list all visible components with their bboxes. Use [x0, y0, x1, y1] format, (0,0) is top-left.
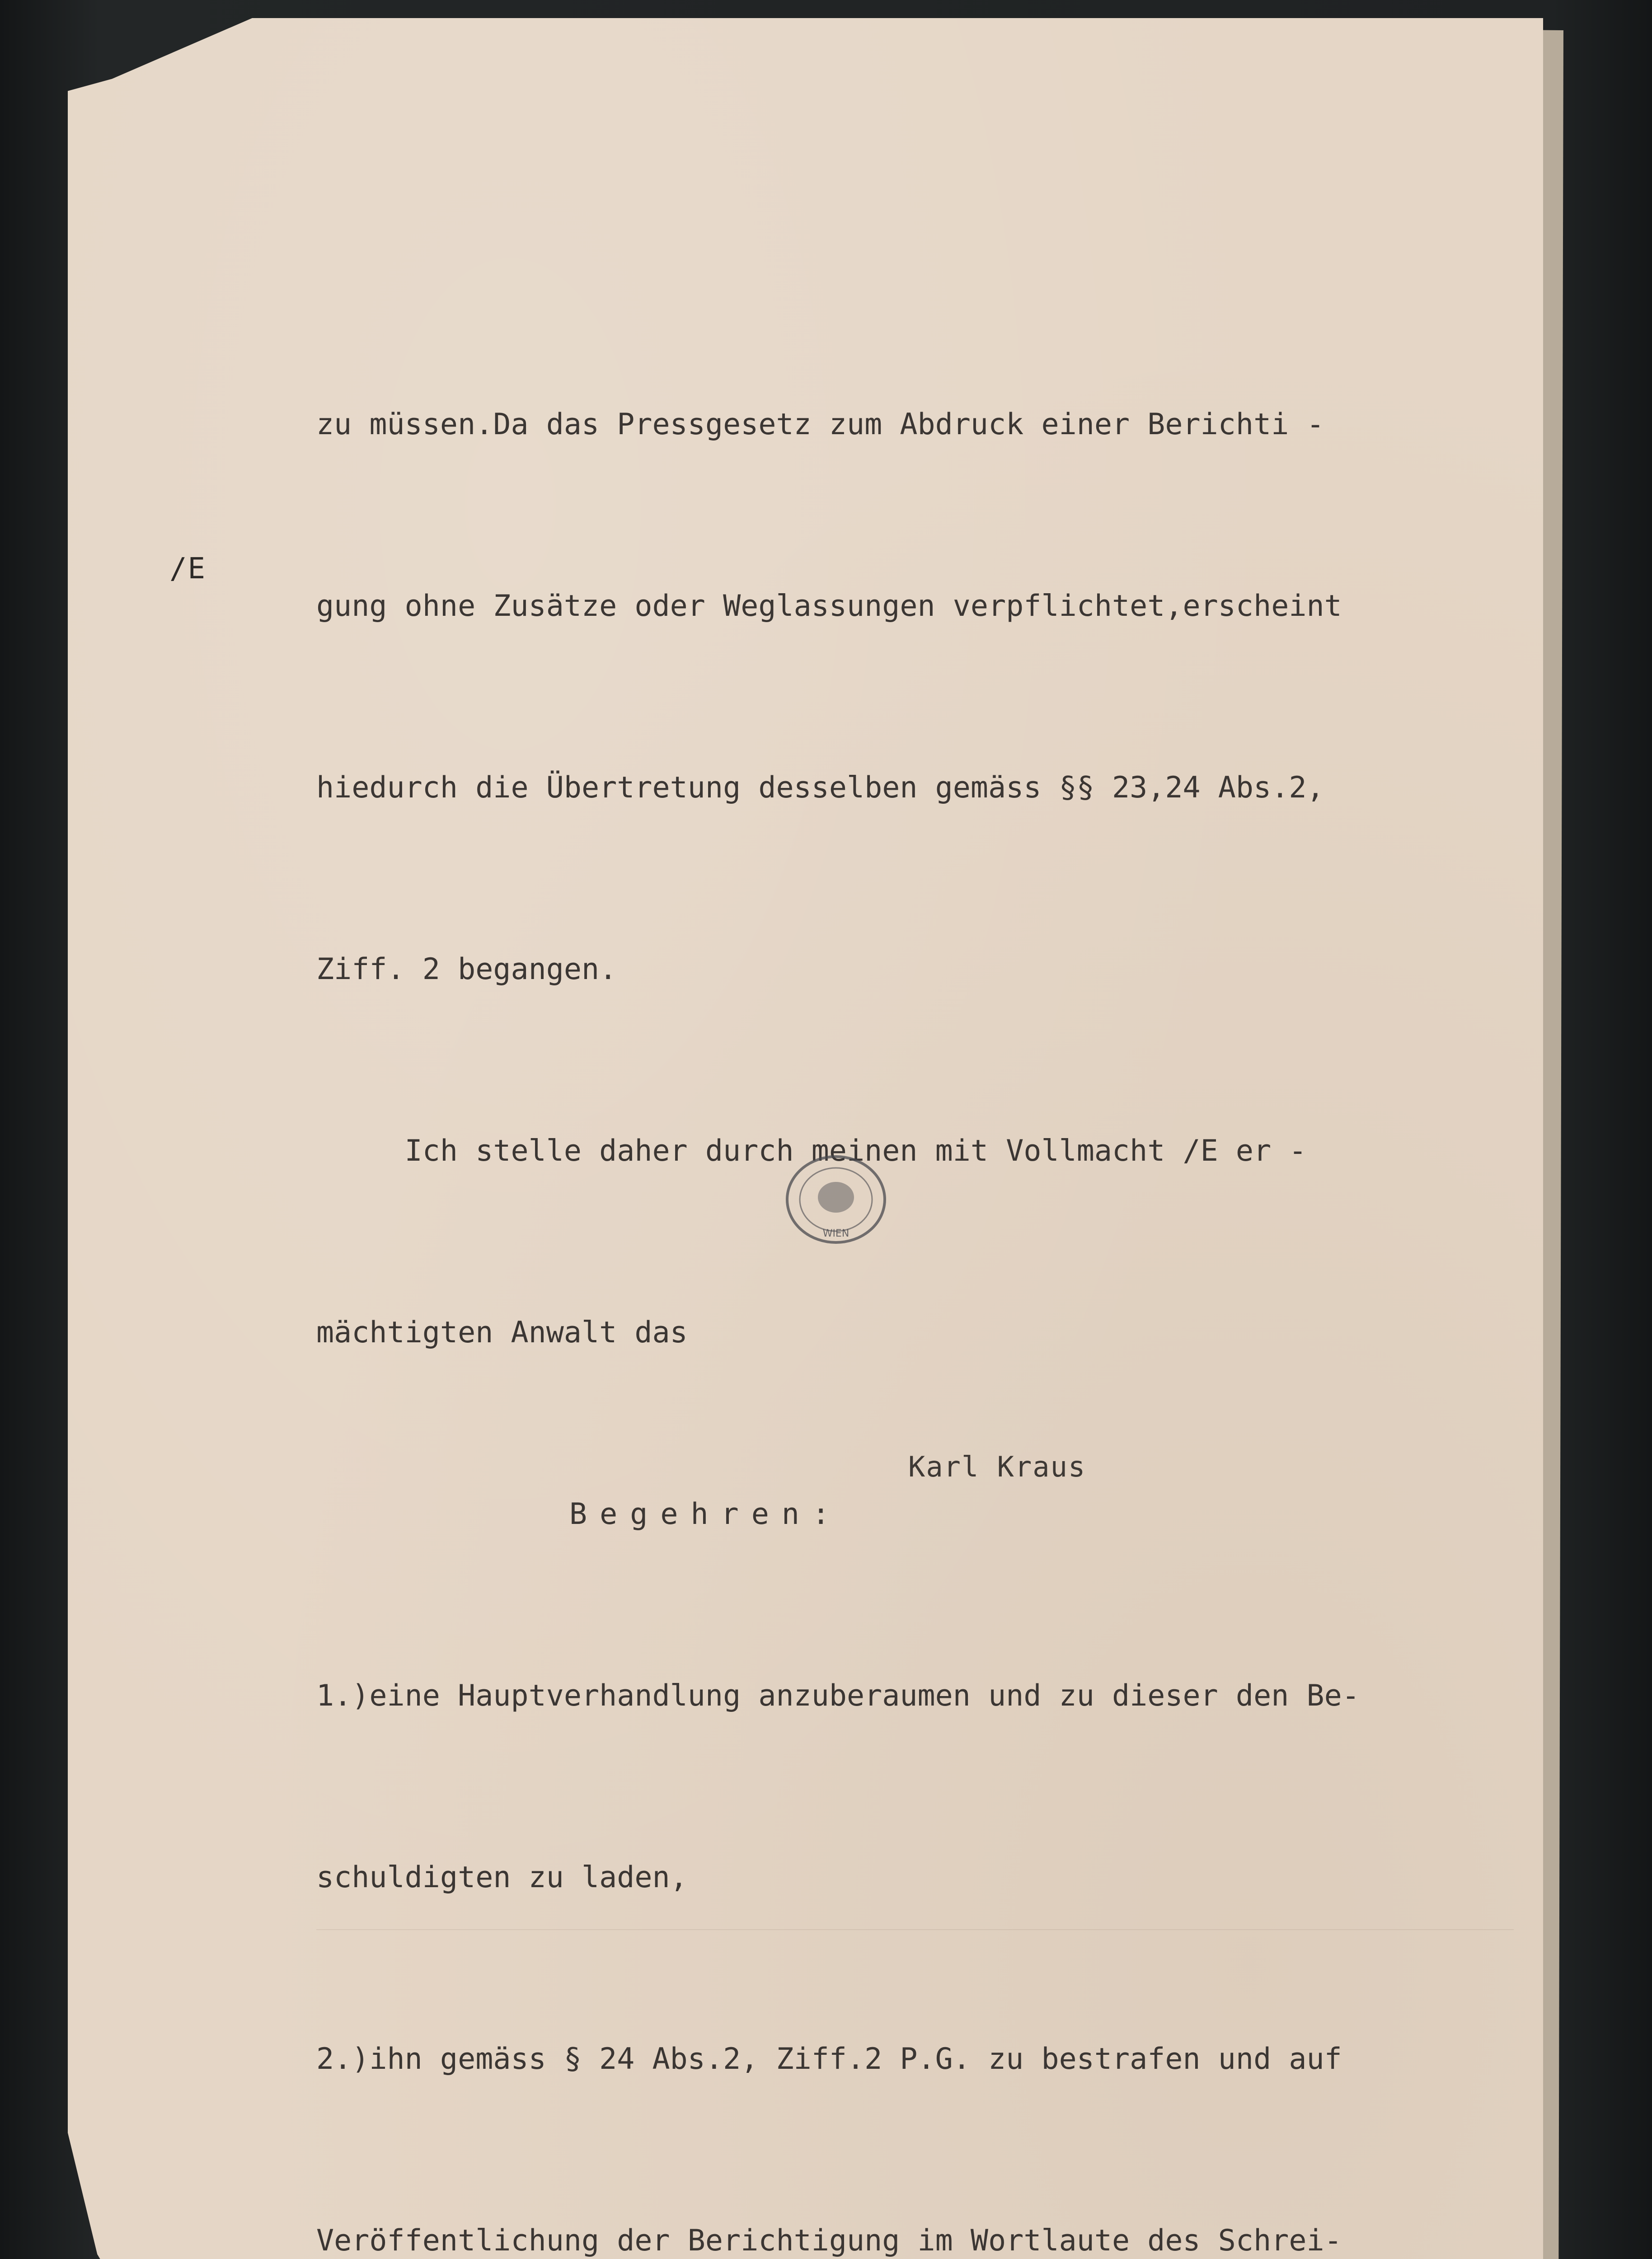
- stamp-seal: [779, 1150, 892, 1249]
- document-body: [316, 273, 1536, 2259]
- text-line-2: gung ohne Zusätze oder Weglassungen verpflichtet,erscheint: [316, 589, 1342, 623]
- text-line-5: Ich stelle daher durch meinen mit Vollmacht /E er -: [316, 1134, 1307, 1168]
- paper-fold: [316, 1929, 1514, 1930]
- text-line-8: 1.)eine Hauptverhandlung anzuberaumen und zu dieser den Be-: [316, 1679, 1360, 1713]
- text-line-10: 2.)ihn gemäss § 24 Abs.2, Ziff.2 P.G. zu bestrafen und auf: [316, 2042, 1342, 2076]
- signature: Karl Kraus: [908, 1450, 1086, 1483]
- stamp-text: WIEN: [822, 1228, 849, 1239]
- margin-marker: /E: [169, 552, 206, 586]
- text-line-3: hiedurch die Übertretung desselben gemäss §§ 23,24 Abs.2,: [316, 771, 1324, 805]
- text-line-11: Veröffentlichung der Berichtigung im Wortlaute des Schrei-: [316, 2224, 1342, 2258]
- text-line-6: mächtigten Anwalt das: [316, 1316, 688, 1350]
- text-line-1: zu müssen.Da das Pressgesetz zum Abdruck einer Berichti -: [316, 408, 1324, 441]
- text-line-9: schuldigten zu laden,: [316, 1861, 688, 1894]
- text-line-4: Ziff. 2 begangen.: [316, 952, 617, 986]
- heading-begehren: Begehren:: [569, 1497, 843, 1531]
